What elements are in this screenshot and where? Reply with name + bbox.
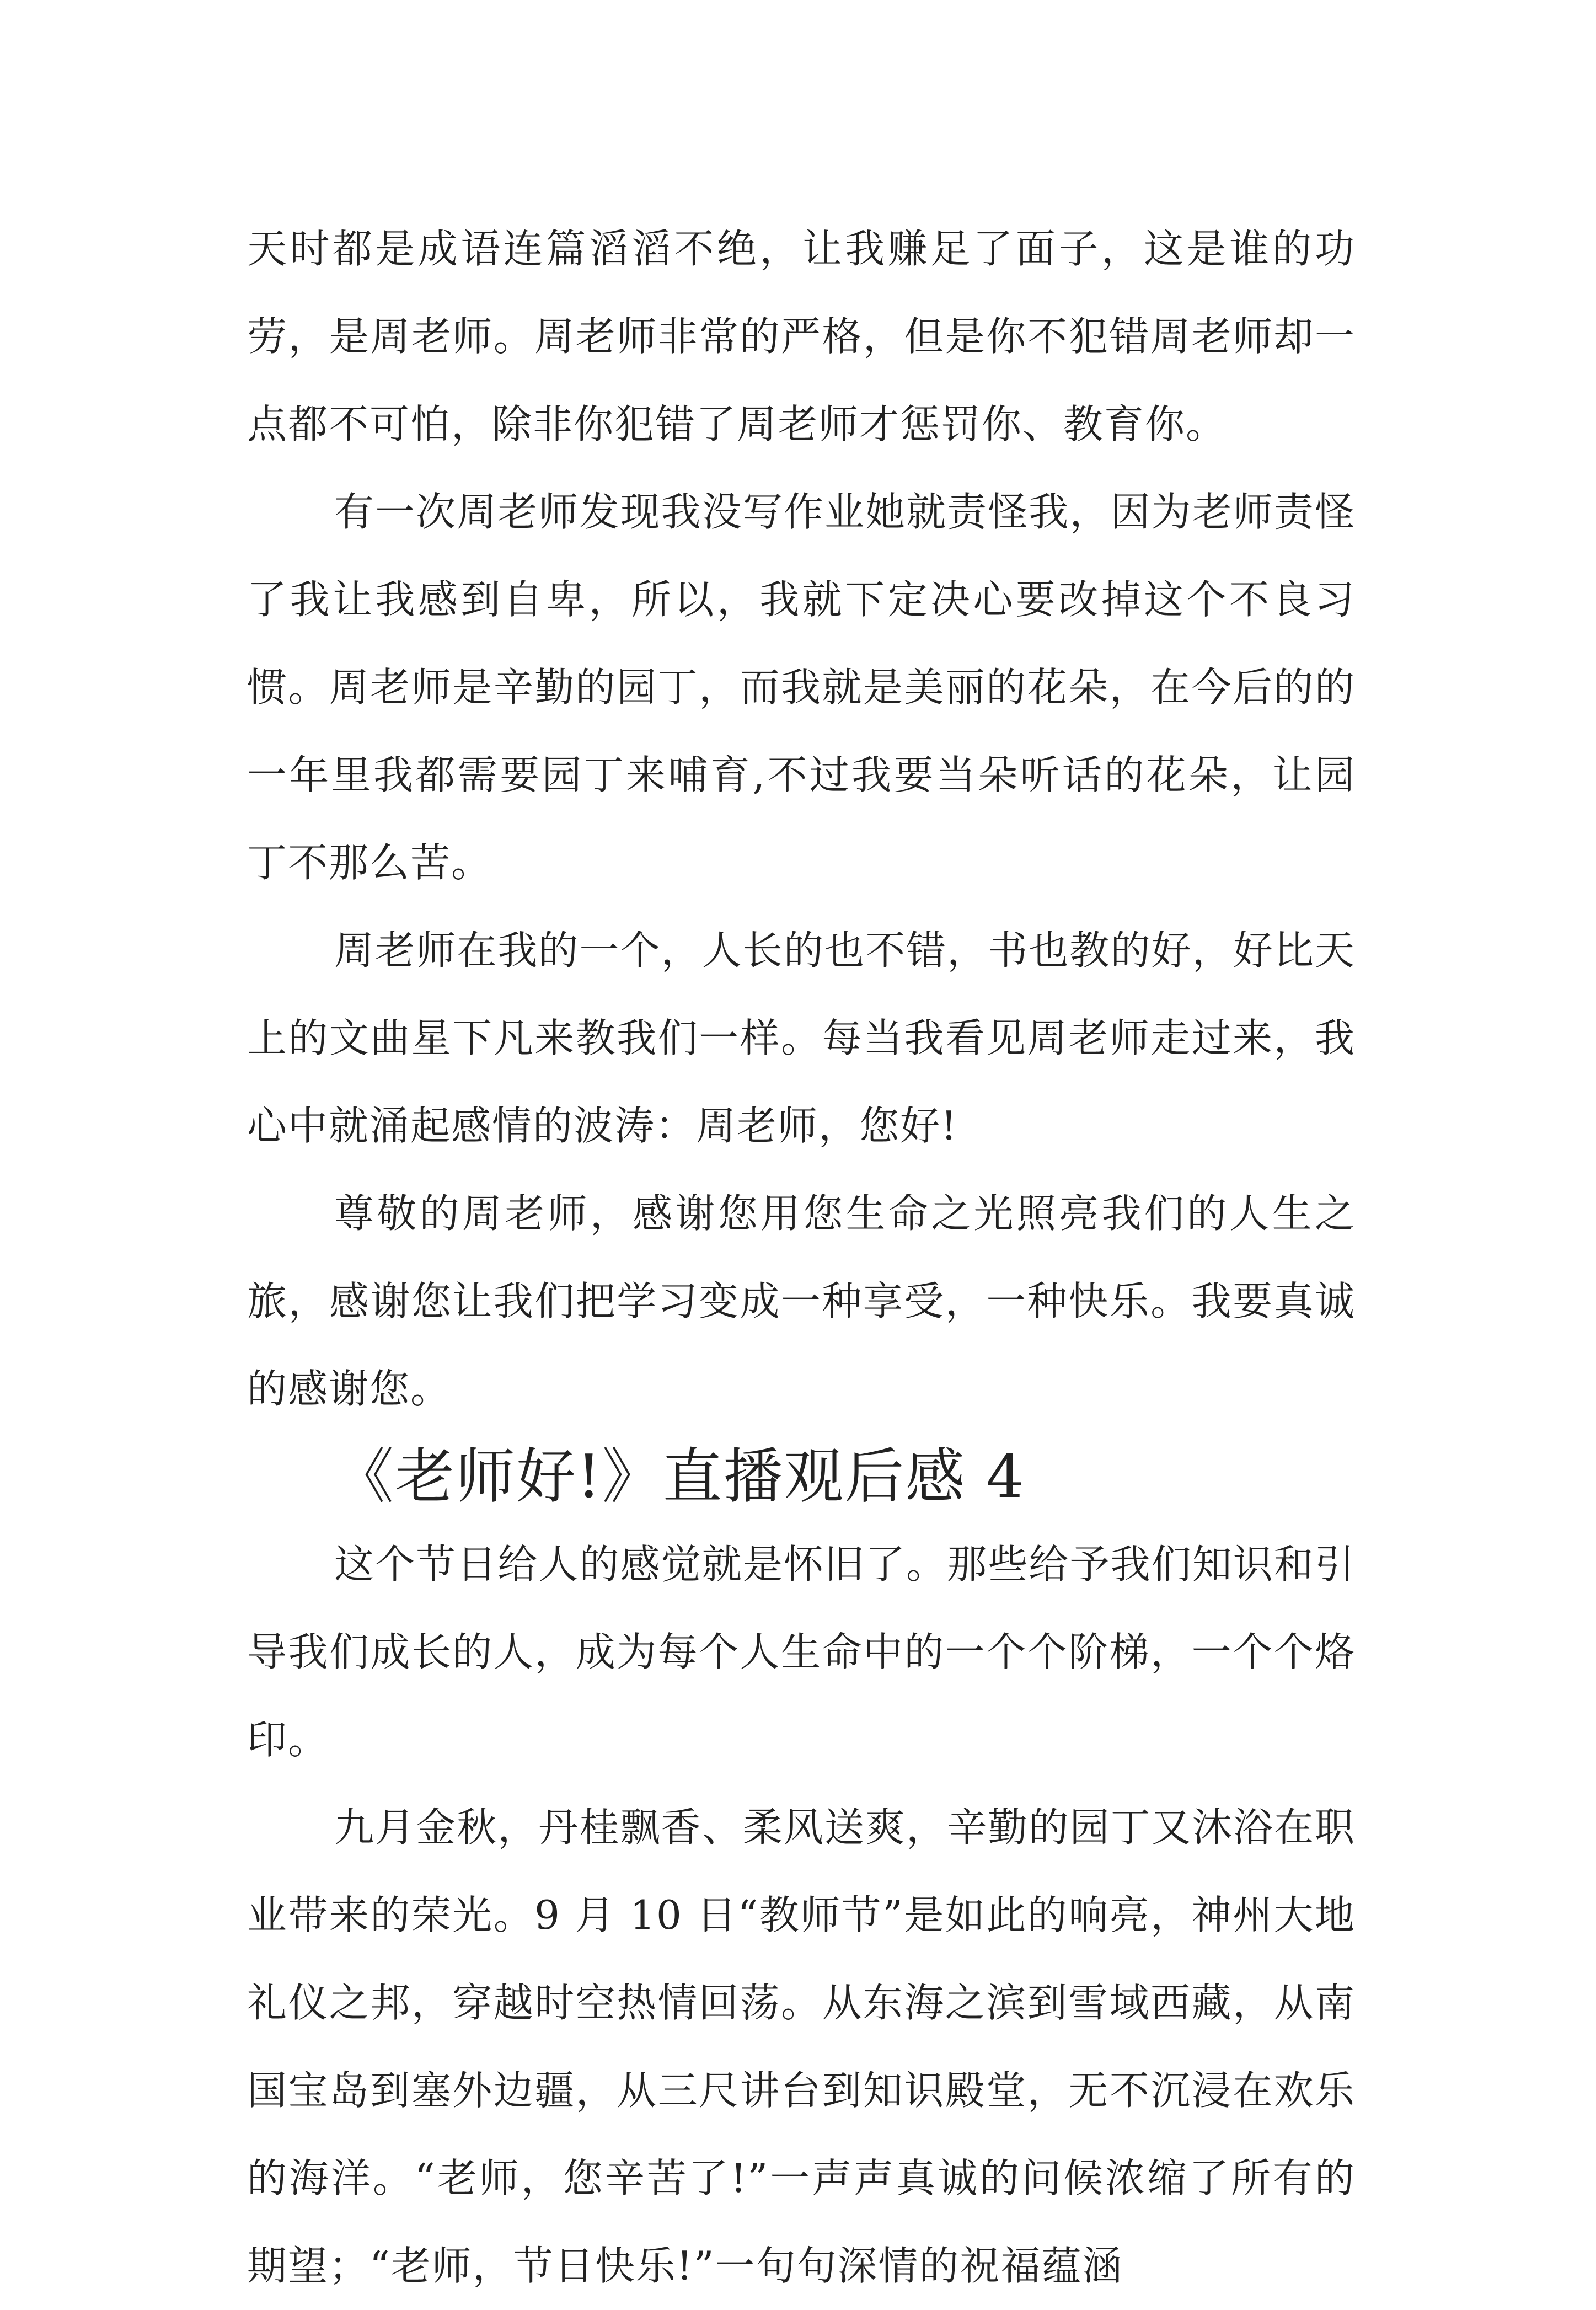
paragraph: 九月金秋，丹桂飘香、柔风送爽，辛勤的园丁又沐浴在职业带来的荣光。9 月 10 日“教师节”是如此的响亮，神州大地礼仪之邦，穿越时空热情回荡。从东海之滨到雪域西藏，从南国宝岛到塞外边疆，从三尺讲台到知识殿堂，无不沉浸在欢乐的海洋。“老师，您辛苦了!”一声声真诚的问候浓缩了所有的期望；“老师，节日快乐!”一句句深情的祝福蕴涵 <box>247 1804 1356 2289</box>
paragraph: 这个节日给人的感觉就是怀旧了。那些给予我们知识和引导我们成长的人，成为每个人生命中的一个个阶梯，一个个烙印。 <box>247 1541 1356 1763</box>
document-body <box>247 205 1356 2310</box>
paragraph: 有一次周老师发现我没写作业她就责怪我，因为老师责怪了我让我感到自卑，所以，我就下定决心要改掉这个不良习惯。周老师是辛勤的园丁，而我就是美丽的花朵，在今后的的一年里我都需要园丁来哺育,不过我要当朵听话的花朵，让园丁不那么苦。 <box>247 489 1356 886</box>
paragraph: 天时都是成语连篇滔滔不绝，让我赚足了面子，这是谁的功劳，是周老师。周老师非常的严格，但是你不犯错周老师却一点都不可怕，除非你犯错了周老师才惩罚你、教育你。 <box>247 226 1356 447</box>
section-heading: 《老师好!》直播观后感 4 <box>334 1442 1025 1511</box>
paragraph: 周老师在我的一个，人长的也不错，书也教的好，好比天上的文曲星下凡来教我们一样。每当我看见周老师走过来，我心中就涌起感情的波涛：周老师，您好! <box>247 927 1356 1149</box>
paragraph: 尊敬的周老师，感谢您用您生命之光照亮我们的人生之旅，感谢您让我们把学习变成一种享受，一种快乐。我要真诚的感谢您。 <box>247 1190 1356 1412</box>
